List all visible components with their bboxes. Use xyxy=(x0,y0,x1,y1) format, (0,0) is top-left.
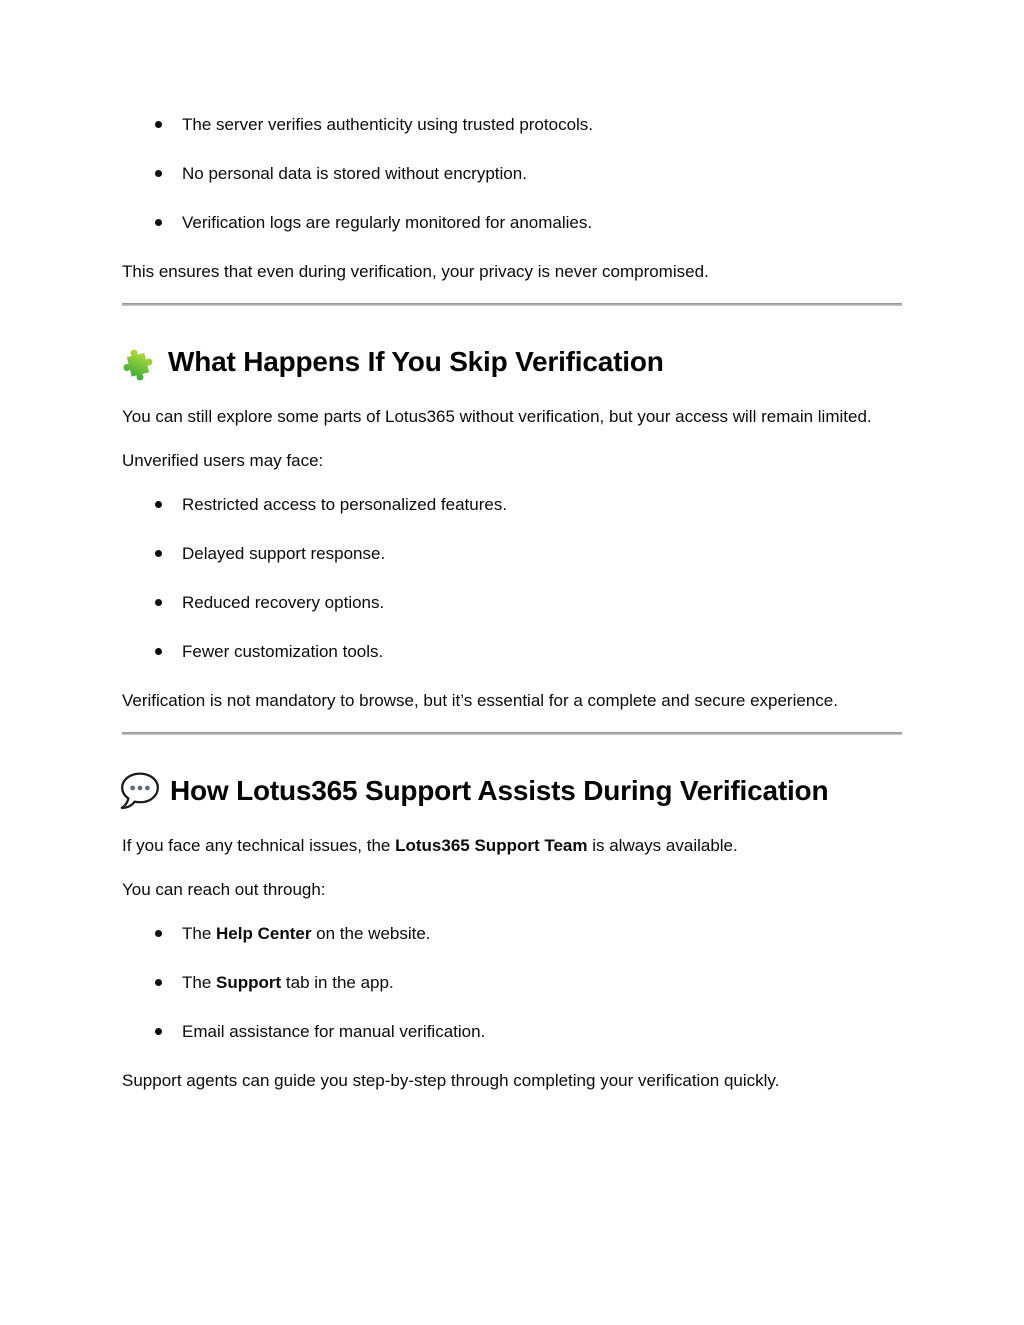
support-lead-paragraph xyxy=(122,833,902,858)
heading-text: What Happens If You Skip Verification xyxy=(168,346,664,377)
security-measures-list xyxy=(122,112,902,235)
skip-consequences-list xyxy=(122,492,902,664)
list-item xyxy=(182,921,902,946)
list-item: Verification logs are regularly monitored for anomalies. xyxy=(182,210,902,235)
bold-text: Support xyxy=(216,973,282,992)
lead-suffix: is always available. xyxy=(587,836,738,855)
list-item xyxy=(182,1019,902,1044)
support-channels-list xyxy=(122,921,902,1044)
list-item: Reduced recovery options. xyxy=(182,590,902,615)
support-section-heading xyxy=(122,771,902,811)
item-prefix: The xyxy=(182,924,217,943)
puzzle-piece-icon xyxy=(119,342,159,382)
skip-list-intro: Unverified users may face: xyxy=(122,451,324,470)
list-item: The server verifies authenticity using trusted protocols. xyxy=(182,112,902,137)
skip-note-paragraph: Verification is not mandatory to browse, but it’s essential for a complete and secure experience. xyxy=(122,691,838,710)
list-item: No personal data is stored without encryption. xyxy=(182,161,902,186)
support-note-paragraph: Support agents can guide you step-by-step through completing your verification quickly. xyxy=(122,1071,780,1090)
skip-section-heading xyxy=(122,342,902,382)
speech-balloon-icon xyxy=(119,771,161,811)
item-suffix: on the website. xyxy=(311,924,431,943)
section-divider xyxy=(122,303,902,306)
item-prefix: Email assistance for manual verification. xyxy=(182,1022,486,1041)
heading-text: How Lotus365 Support Assists During Verification xyxy=(170,775,829,806)
list-item: Restricted access to personalized features. xyxy=(182,492,902,517)
list-item xyxy=(182,970,902,995)
support-list-intro: You can reach out through: xyxy=(122,880,326,899)
skip-lead-paragraph: You can still explore some parts of Lotus365 without verification, but your access will remain limited. xyxy=(122,407,872,426)
list-item: Fewer customization tools. xyxy=(182,639,902,664)
item-prefix: The xyxy=(182,973,217,992)
section-divider xyxy=(122,732,902,735)
bold-text: Help Center xyxy=(216,924,312,943)
bold-text: Lotus365 Support Team xyxy=(395,836,588,855)
list-item: Delayed support response. xyxy=(182,541,902,566)
item-suffix: tab in the app. xyxy=(281,973,394,992)
security-note-paragraph: This ensures that even during verification, your privacy is never compromised. xyxy=(122,262,709,281)
lead-prefix: If you face any technical issues, the xyxy=(122,836,396,855)
document-content xyxy=(122,112,902,1093)
